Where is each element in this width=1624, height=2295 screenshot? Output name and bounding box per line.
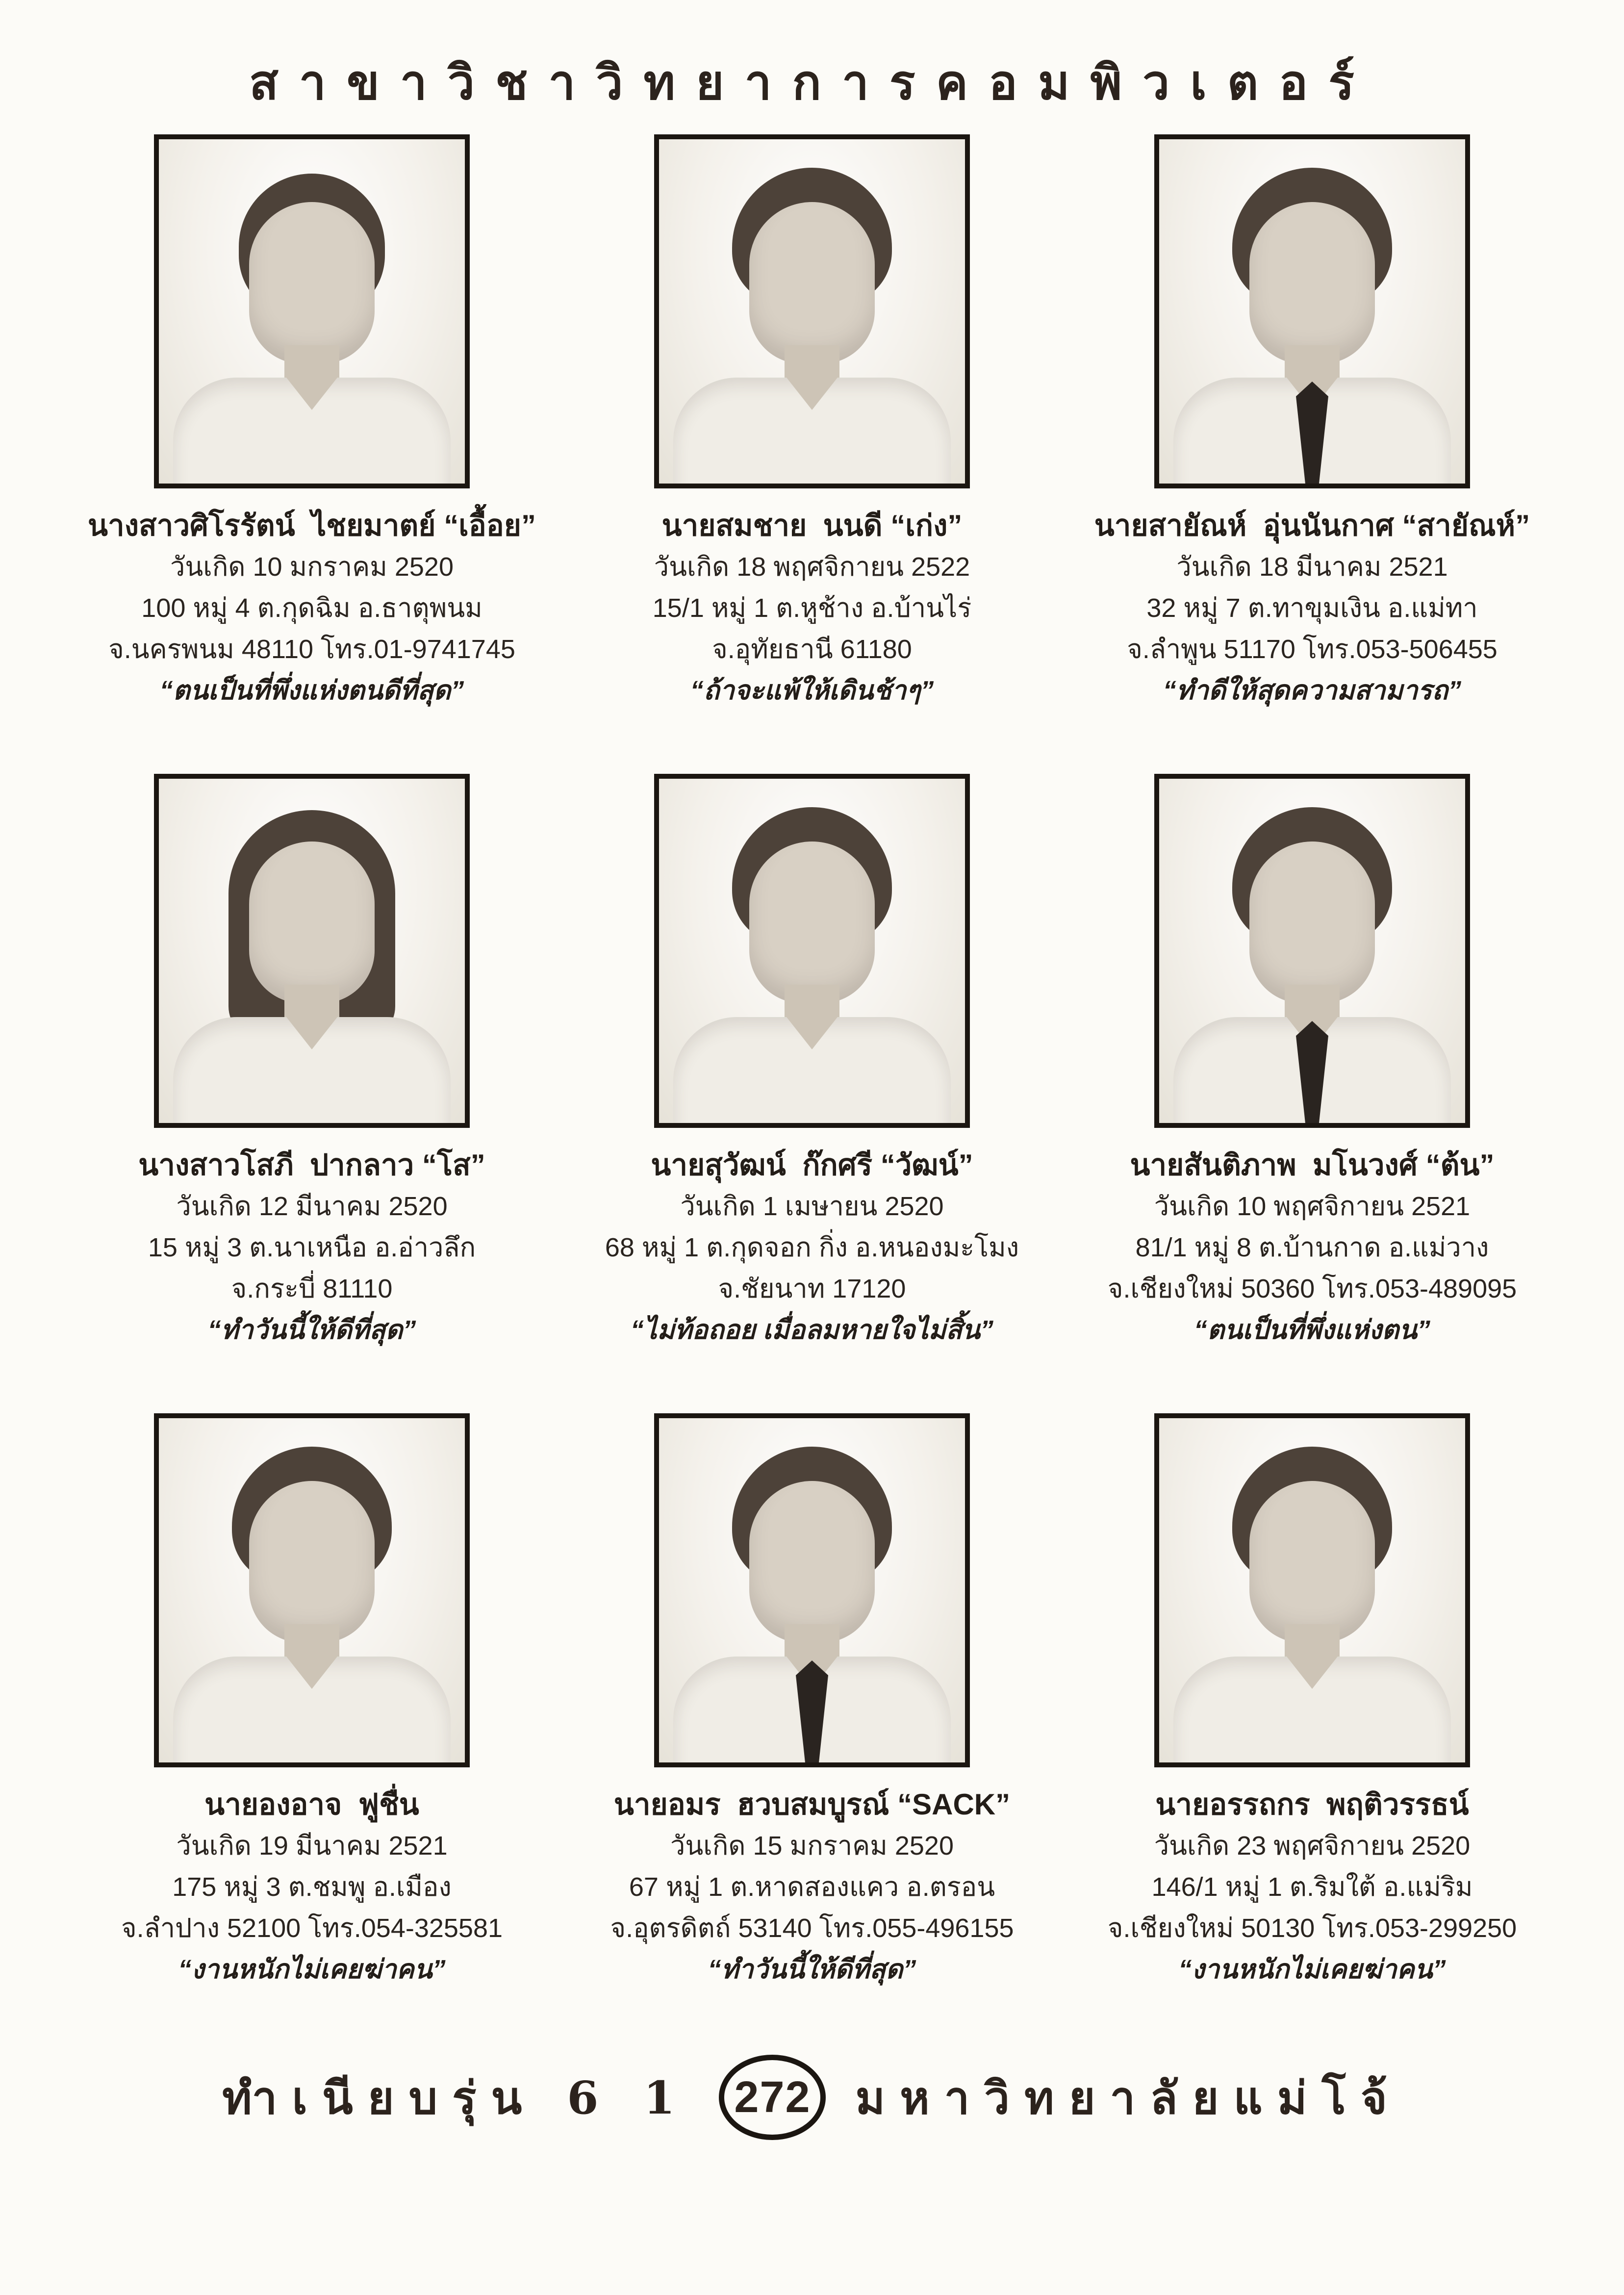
student-birthdate: วันเกิด 18 มีนาคม 2521 [1176, 552, 1448, 582]
student-caption [567, 1145, 1057, 1351]
student-card [62, 774, 562, 1351]
student-birthdate: วันเกิด 19 มีนาคม 2521 [176, 1831, 448, 1861]
student-motto: “ทำวันนี้ให้ดีที่สุด” [207, 1315, 416, 1345]
portrait-face-shape [1249, 842, 1375, 1003]
portrait-face-shape [749, 842, 875, 1003]
student-grid [62, 134, 1562, 2053]
student-name: นายสุวัฒน์ ก๊กศรี “วัฒน์” [651, 1148, 973, 1181]
student-card [62, 134, 562, 711]
portrait-photo [154, 134, 470, 488]
student-caption [67, 505, 557, 711]
student-card [1062, 774, 1562, 1351]
footer-right-text: มหาวิทยาลัยแม่โจ้ [855, 2071, 1402, 2124]
student-motto: “ตนเป็นที่พึ่งแห่งตน” [1194, 1315, 1430, 1345]
student-motto: “ทำดีให้สุดความสามารถ” [1163, 676, 1462, 705]
student-card [62, 1413, 562, 1990]
student-name: นางสาวศิโรรัตน์ ไชยมาตย์ “เอื้อย” [88, 509, 536, 542]
student-address-line2: จ.เชียงใหม่ 50130 โทร.053-299250 [1107, 1913, 1517, 1943]
student-address-line2: จ.กระบี่ 81110 [231, 1274, 393, 1303]
student-motto: “ไม่ท้อถอย เมื่อลมหายใจไม่สิ้น” [631, 1315, 993, 1345]
student-name: นายสันติภาพ มโนวงศ์ “ต้น” [1130, 1148, 1495, 1181]
student-address-line1: 175 หมู่ 3 ต.ชมพู อ.เมือง [172, 1872, 452, 1902]
portrait-photo [654, 1413, 970, 1767]
portrait-face-shape [249, 202, 375, 364]
student-birthdate: วันเกิด 12 มีนาคม 2520 [176, 1192, 448, 1221]
portrait-collar-shape [787, 378, 837, 410]
page-number-badge: 272 [719, 2055, 826, 2140]
student-address-line1: 15 หมู่ 3 ต.นาเหนือ อ.อ่าวลึก [148, 1233, 476, 1262]
portrait-photo [1154, 1413, 1470, 1767]
portrait-collar-shape [1287, 1657, 1338, 1689]
student-birthdate: วันเกิด 10 มกราคม 2520 [170, 552, 454, 582]
portrait-photo [654, 774, 970, 1128]
student-name: นายอมร ฮวบสมบูรณ์ “SACK” [613, 1788, 1011, 1821]
portrait-collar-shape [787, 1017, 837, 1049]
student-address-line1: 100 หมู่ 4 ต.กุดฉิม อ.ธาตุพนม [141, 593, 482, 623]
portrait-face-shape [249, 1481, 375, 1643]
student-caption [567, 1784, 1057, 1990]
student-birthdate: วันเกิด 10 พฤศจิกายน 2521 [1154, 1192, 1471, 1221]
student-address-line1: 146/1 หมู่ 1 ต.ริมใต้ อ.แม่ริม [1151, 1872, 1473, 1902]
student-address-line2: จ.ชัยนาท 17120 [718, 1274, 906, 1303]
student-motto: “งานหนักไม่เคยฆ่าคน” [1178, 1955, 1446, 1984]
student-address-line1: 81/1 หมู่ 8 ต.บ้านกาด อ.แม่วาง [1135, 1233, 1489, 1262]
student-card [1062, 1413, 1562, 1990]
page-footer [222, 2055, 1402, 2140]
student-birthdate: วันเกิด 1 เมษายน 2520 [680, 1192, 944, 1221]
portrait-face-shape [1249, 1481, 1375, 1643]
student-card [562, 1413, 1062, 1990]
student-address-line2: จ.อุตรดิตถ์ 53140 โทร.055-496155 [610, 1913, 1014, 1943]
student-address-line2: จ.เชียงใหม่ 50360 โทร.053-489095 [1107, 1274, 1517, 1303]
student-caption [567, 505, 1057, 711]
student-motto: “งานหนักไม่เคยฆ่าคน” [178, 1955, 446, 1984]
portrait-photo [654, 134, 970, 488]
student-address-line2: จ.ลำพูน 51170 โทร.053-506455 [1127, 635, 1497, 664]
portrait-photo [154, 774, 470, 1128]
portrait-collar-shape [286, 1017, 337, 1049]
portrait-photo [154, 1413, 470, 1767]
student-birthdate: วันเกิด 18 พฤศจิกายน 2522 [654, 552, 970, 582]
page-title: สาขาวิชาวิทยาการคอมพิวเตอร์ [249, 54, 1375, 111]
student-card [1062, 134, 1562, 711]
student-birthdate: วันเกิด 15 มกราคม 2520 [670, 1831, 954, 1861]
portrait-face-shape [249, 842, 375, 1003]
student-name: นางสาวโสภี ปากลาว “โส” [138, 1148, 485, 1181]
student-caption [1067, 1784, 1557, 1990]
student-name: นายสมชาย นนดี “เก่ง” [661, 509, 963, 542]
portrait-face-shape [749, 1481, 875, 1643]
student-address-line1: 15/1 หมู่ 1 ต.หูช้าง อ.บ้านไร่ [652, 593, 972, 623]
portrait-photo [1154, 134, 1470, 488]
student-card [562, 774, 1062, 1351]
student-caption [67, 1784, 557, 1990]
student-caption [1067, 1145, 1557, 1351]
portrait-collar-shape [286, 378, 337, 410]
student-address-line1: 67 หมู่ 1 ต.หาดสองแคว อ.ตรอน [629, 1872, 995, 1902]
student-address-line2: จ.นครพนม 48110 โทร.01-9741745 [108, 635, 515, 664]
student-motto: “ถ้าจะแพ้ให้เดินช้าๆ” [690, 676, 934, 705]
student-name: นายสายัณห์ อุ่นนันกาศ “สายัณห์” [1094, 509, 1530, 542]
student-motto: “ตนเป็นที่พึ่งแห่งตนดีที่สุด” [159, 676, 464, 705]
portrait-collar-shape [286, 1657, 337, 1689]
student-caption [1067, 505, 1557, 711]
portrait-face-shape [749, 202, 875, 364]
student-birthdate: วันเกิด 23 พฤศจิกายน 2520 [1154, 1831, 1471, 1861]
portrait-photo [1154, 774, 1470, 1128]
student-address-line2: จ.ลำปาง 52100 โทร.054-325581 [121, 1913, 503, 1943]
student-caption [67, 1145, 557, 1351]
student-address-line2: จ.อุทัยธานี 61180 [712, 635, 912, 664]
student-name: นายองอาจ ฟูชื่น [204, 1788, 419, 1821]
student-name: นายอรรถกร พฤติวรรธน์ [1155, 1788, 1469, 1821]
student-address-line1: 68 หมู่ 1 ต.กุดจอก กิ่ง อ.หนองมะโมง [605, 1233, 1019, 1262]
portrait-face-shape [1249, 202, 1375, 364]
student-motto: “ทำวันนี้ให้ดีที่สุด” [708, 1955, 916, 1984]
student-card [562, 134, 1062, 711]
student-address-line1: 32 หมู่ 7 ต.ทาขุมเงิน อ.แม่ทา [1146, 593, 1478, 623]
footer-left-text: ทำเนียบรุ่น 6 1 [222, 2071, 690, 2124]
